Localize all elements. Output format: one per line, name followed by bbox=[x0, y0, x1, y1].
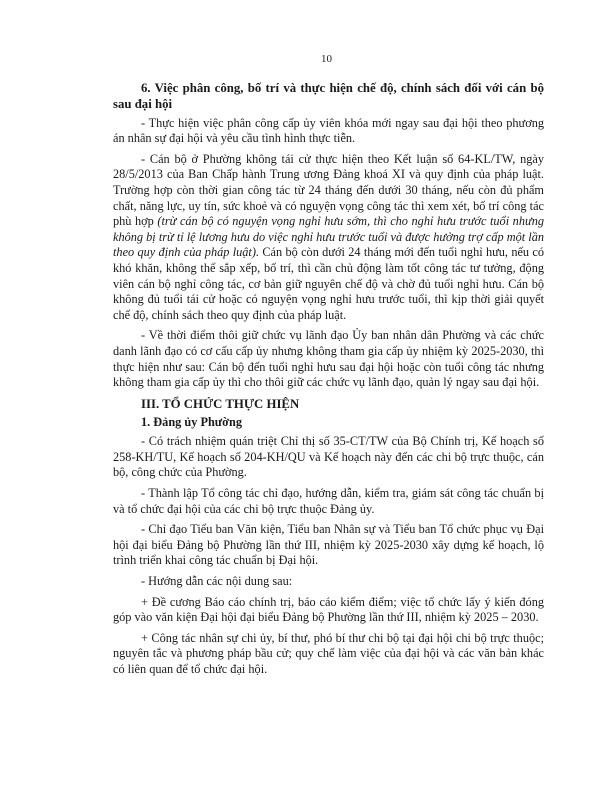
paragraph-2-text-start: - Cán bộ ở Phường không tái cử thực hiện theo Kết luận số 64-KL/TW, ngày 28/5/2013 của Ban Chấp hành Trung ương Đảng khoá XI và quy định của pháp luật. Trường hợp còn thời gian công tác từ 24 tháng đến dưới 30 tháng, nếu còn đủ phẩm chất, năng lực, uy tín, sức khoẻ và có nguyện vọng công tác thì xem xét, bố trí công tác phù hợp bbox=[113, 151, 544, 229]
page-number: 10 bbox=[321, 53, 332, 65]
section-6-heading: 6. Việc phân công, bố trí và thực hiện chế độ, chính sách đối với cán bộ sau đại hội bbox=[113, 80, 544, 111]
paragraph-2-text-end: Cán bộ còn dưới 24 tháng mới đến tuổi nghỉ hưu, nếu có khó khăn, không thể sắp xếp, bố trí, thì cần chủ động làm tốt công tác tư tưởng, động viên cán bộ nghỉ công tác, cơ bản giữ nguyên chế độ và chờ đủ tuổi nghỉ hưu. Cán bộ không đủ tuổi tái cử hoặc có nguyện vọng nghỉ hưu trước tuổi, thì kịp thời giải quyết chế độ, chính sách theo quy định của pháp luật. bbox=[113, 245, 544, 322]
section-6-paragraph-2 bbox=[113, 152, 544, 324]
subsection-1-paragraph-2: - Thành lập Tổ công tác chỉ đạo, hướng dẫn, kiểm tra, giám sát công tác chuẩn bị và tổ chức đại hội của các chi bộ trực thuộc Đảng ủy. bbox=[113, 486, 544, 516]
section-6-paragraph-3: - Về thời điểm thôi giữ chức vụ lãnh đạo Ủy ban nhân dân Phường và các chức danh lãnh đạo có cơ cấu cấp ủy nhưng không tham gia cấp ủy nhiệm kỳ 2025-2030, thì thực hiện như sau: Cán bộ đến tuổi nghỉ hưu sau đại hội hoặc còn tuổi công tác nhưng không tham gia cấp ủy thì cho thôi giữ các chức vụ lãnh đạo, quản lý ngay sau đại hội. bbox=[113, 328, 544, 390]
section-6-paragraph-1: - Thực hiện việc phân công cấp ủy viên khóa mới ngay sau đại hội theo phương án nhân sự đại hội và yêu cầu tình hình thực tiễn. bbox=[113, 115, 544, 146]
subsection-1-paragraph-6: + Công tác nhân sự chi ủy, bí thư, phó bí thư chi bộ tại đại hội chi bộ trực thuộc; nguyên tắc và phương pháp bầu cử; quy chế làm việc của đại hội và các văn bản khác có liên quan để tổ chức đại hội. bbox=[113, 630, 544, 676]
subsection-1-paragraph-4: - Hướng dẫn các nội dung sau: bbox=[141, 574, 293, 589]
subsection-1-paragraph-3: - Chỉ đạo Tiểu ban Văn kiện, Tiểu ban Nhân sự và Tiểu ban Tổ chức phục vụ Đại hội đại biểu Đảng bộ Phường lần thứ III, nhiệm kỳ 2025-2030 xây dựng kế hoạch, lộ trình triển khai công tác chuẩn bị Đại hội. bbox=[113, 522, 544, 568]
subsection-1-paragraph-1: - Có trách nhiệm quán triệt Chỉ thị số 35-CT/TW của Bộ Chính trị, Kế hoạch số 258-KH/TU, Kế hoạch số 204-KH/QU và Kế hoạch này đến các chi bộ trực thuộc, cán bộ, công chức của Phường. bbox=[113, 434, 544, 480]
section-3-heading: III. TỔ CHỨC THỰC HIỆN bbox=[141, 396, 300, 411]
paragraph-2-italic-note: (trừ cán bộ có nguyện vọng nghỉ hưu sớm, thì cho nghỉ hưu trước tuổi nhưng không bị trừ tỉ lệ lương hưu do việc nghỉ hưu trước tuổi và được hưởng trợ cấp một lần theo quy định của pháp luật). bbox=[113, 214, 544, 260]
subsection-1-heading: 1. Đảng ủy Phường bbox=[141, 414, 242, 429]
subsection-1-paragraph-5: + Đề cương Báo cáo chính trị, báo cáo kiểm điểm; việc tổ chức lấy ý kiến đóng góp vào văn kiện Đại hội đại biểu Đảng bộ Phường lần thứ III, nhiệm kỳ 2025 – 2030. bbox=[113, 594, 544, 625]
